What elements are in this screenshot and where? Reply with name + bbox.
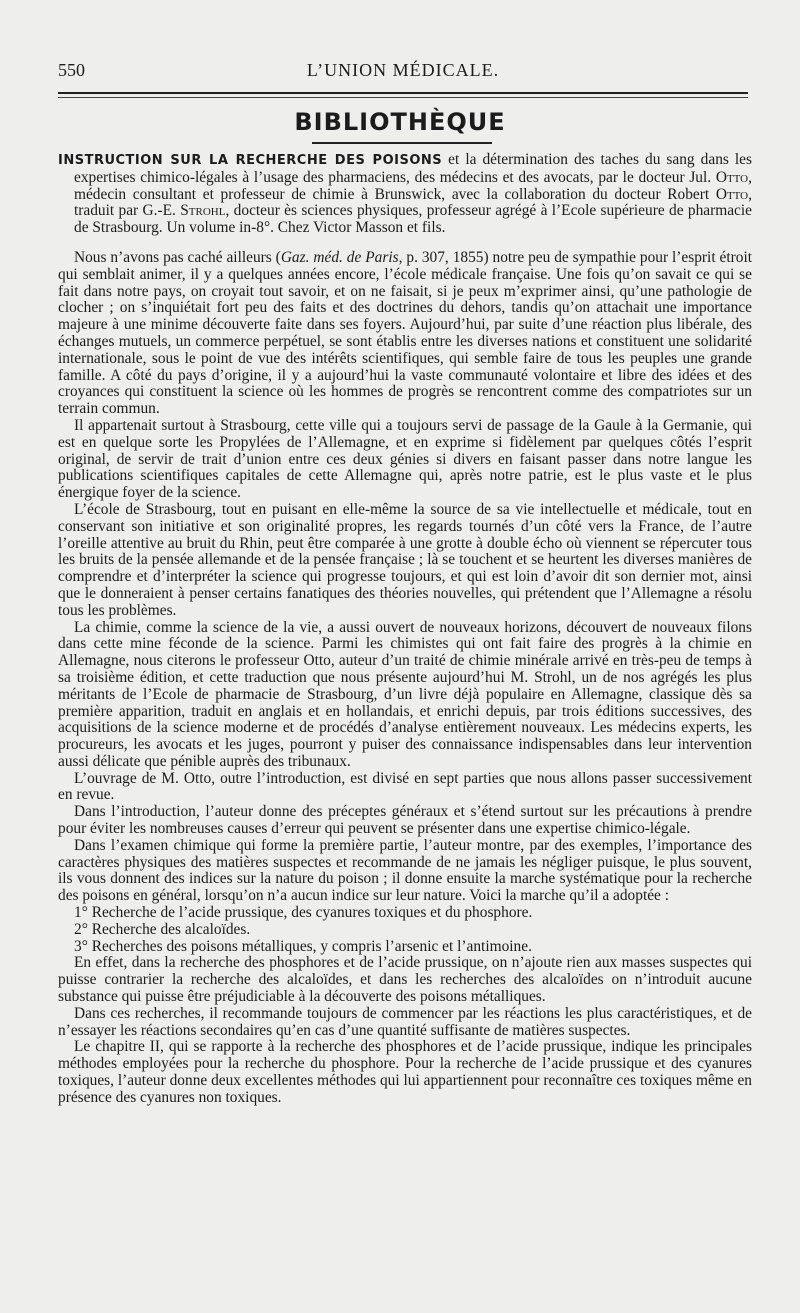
list-item: 2° Recherche des alcaloïdes.: [74, 920, 251, 938]
author-robert-otto: Otto: [715, 185, 749, 203]
list-item: 3° Recherches des poisons métalliques, y compris l’arsenic et l’antimoine.: [74, 937, 532, 955]
translator-strohl: Strohl: [180, 202, 226, 220]
paragraph-9: Dans ces recherches, il recommande toujours de commencer par les réactions les plus caractéristiques, et de n’essayer les réactions secondaires qu’en cas d’une quantité suffisante de matières suspectes.: [58, 1004, 752, 1039]
review-intro-1: et la détermination des taches du sang dans les expertises chimico-légales à l’usage des pharmaciens, des médecins et des avocats, par le docteur Jul.: [74, 151, 753, 186]
author-otto: Otto: [715, 168, 749, 186]
review-intro-3: , traduit par G.-E.: [74, 185, 752, 220]
paragraph-10: Le chapitre II, qui se rapporte à la recherche des phosphores et de l’acide prussique, indique les principales méthodes employées pour la recherche du phosphore. Pour la recherche de l’acide prussique et des cyanures toxiques, l’auteur donne deux excellentes méthodes qui lui appartiennent pour reconnaître ces toxiques même en présence des cyanures non toxiques.: [58, 1038, 752, 1106]
page-number: 550: [58, 60, 85, 80]
paragraph-6: Dans l’introduction, l’auteur donne des préceptes généraux et s’étend surtout sur les précautions à prendre pour éviter les nombreuses causes d’erreur qui peuvent se présenter dans une expertise chimico-légale.: [58, 803, 752, 838]
section-title: BIBLIOTHÈQUE: [294, 108, 506, 136]
paragraph-8: En effet, dans la recherche des phosphores et de l’acide prussique, on n’ajoute rien aux masses suspectes qui puisse contrarier la recherche des alcaloïdes, et dans les recherches des alcaloïdes on n’introduit aucune substance qui puisse être préjudiciable à la découverte des poisons métalliques.: [58, 954, 752, 1006]
paragraph-7: Dans l’examen chimique qui forme la première partie, l’auteur montre, par des exemples, l’importance des caractères physiques des matières suspectes et recommande de ne jamais les négliger puisque, le plus souvent, ils vous donnent des indices sur la nature du poison ; il donne ensuite la marche systématique pour la recherche des poisons en général, lorsqu’on n’a aucun indice sur leur nature. Voici la marche qu’il a adoptée :: [58, 836, 752, 905]
header-rule: [58, 92, 748, 98]
review-intro-2: , médecin consultant et professeur de chimie à Brunswick, avec la collaboration du docteur Robert: [74, 168, 752, 203]
paragraph-4: La chimie, comme la science de la vie, a aussi ouvert de nouveaux horizons, découvert de nouveaux filons dans cette mine féconde de la science. Parmi les chimistes qui ont fait faire des progrès à la chimie en Allemagne, nous citerons le professeur Otto, auteur d’un traité de chimie minérale arrivé en très-peu de temps à sa troisième édition, et cette traduction que nous présente aujourd’hui M. Strohl, un de nos agrégés les plus méritants de l’Ecole de pharmacie de Strasbourg, d’un livre déjà populaire en Allemagne, classique dès sa première apparition, traduit en anglais et en hollandais, et enrichi depuis, par trois éditions successives, des acquisitions de la science moderne et de procédés d’analyse entièrement nouveaux. Les médecins experts, les procureurs, les avocats et les juges, pourront y puiser des connaissance indispensables dans leur intervention aussi délicate que pénible auprès des tribunaux.: [58, 618, 752, 770]
journal-title: L’UNION MÉDICALE.: [306, 60, 500, 80]
book-title: INSTRUCTION SUR LA RECHERCHE DES POISONS: [58, 153, 443, 168]
running-header: [58, 60, 748, 86]
title-rule: [312, 142, 492, 144]
paragraph-1-text-a: Nous n’avons pas caché ailleurs (: [74, 248, 281, 266]
article-body: [58, 152, 752, 1107]
paragraph-3: L’école de Strasbourg, tout en puisant en elle-même la source de sa vie intellectuelle et médicale, tout en conservant son initiative et son originalité propres, les regards tournés d’un côté vers la France, de l’autre l’oreille attentive au bruit du Rhin, peut être comparée à une grotte à double écho où viennent se répercuter tous les bruits de la pensée allemande et de la pensée française ; là se touchent et se heurtent les diverses manières de comprendre et d’interpréter la science qui progresse toujours, et qui est loin d’avoir dit son dernier mot, ainsi que le donneraient à penser certains fanatiques des théories nouvelles, qui prétendent que l’Allemagne a résolu tous les problèmes.: [58, 500, 752, 619]
list-item: 1° Recherche de l’acide prussique, des cyanures toxiques et du phosphore.: [74, 904, 533, 922]
review-heading: [58, 152, 752, 237]
paragraph-2: Il appartenait surtout à Strasbourg, cette ville qui a toujours servi de passage de la Gaule à la Germanie, qui est en quelque sorte les Propylées de l’Allemagne, et en exprime si fidèlement par quelques côtés l’esprit original, de servir de trait d’union entre ces deux génies si divers en faisant passer dans notre langue les publications scientifiques capitales de cette Allemagne qui, après notre patrie, est le plus vaste et le plus énergique foyer de la science.: [58, 416, 752, 502]
paragraph-1: [58, 250, 752, 418]
paragraph-5: L’ouvrage de M. Otto, outre l’introduction, est divisé en sept parties que nous allons passer successivement en revue.: [58, 769, 752, 804]
method-list: [58, 905, 752, 955]
paragraph-1-text-b: , p. 307, 1855) notre peu de sympathie pour l’esprit étroit qui semblait animer, il y a quelques années encore, l’école médicale française. Une fois qu’on savait ce qui se fait dans notre pays, on croyait tout savoir, et on ne faisait, si je peux m’exprimer ainsi, qu’une pathologie de clocher ; on s’inquiétait fort peu des faits et des doctrines du dehors, tandis qu’on attachait une importance majeure à une minime découverte faite dans ses foyers. Aujourd’hui, par suite d’une réaction plus libérale, des échanges mutuels, un commerce perpétuel, se sont établis entre les diverses nations et constituent une solidarité internationale, sous le point de vue des intérêts scientifiques, qui semble faire de tous les peuples une grande famille. A côté du pays d’origine, il y a aujourd’hui la vaste communauté volontaire et libre des idées et des croyances qui constituent la science où les hommes de progrès se rencontrent comme des compatriotes sur un terrain commun.: [58, 248, 753, 418]
journal-reference: Gaz. méd. de Paris: [280, 248, 399, 266]
review-intro-4: , docteur ès sciences physiques, professeur agrégé à l’Ecole supérieure de pharmacie de Strasbourg. Un volume in-8°. Chez Victor Masson et fils.: [74, 202, 752, 237]
